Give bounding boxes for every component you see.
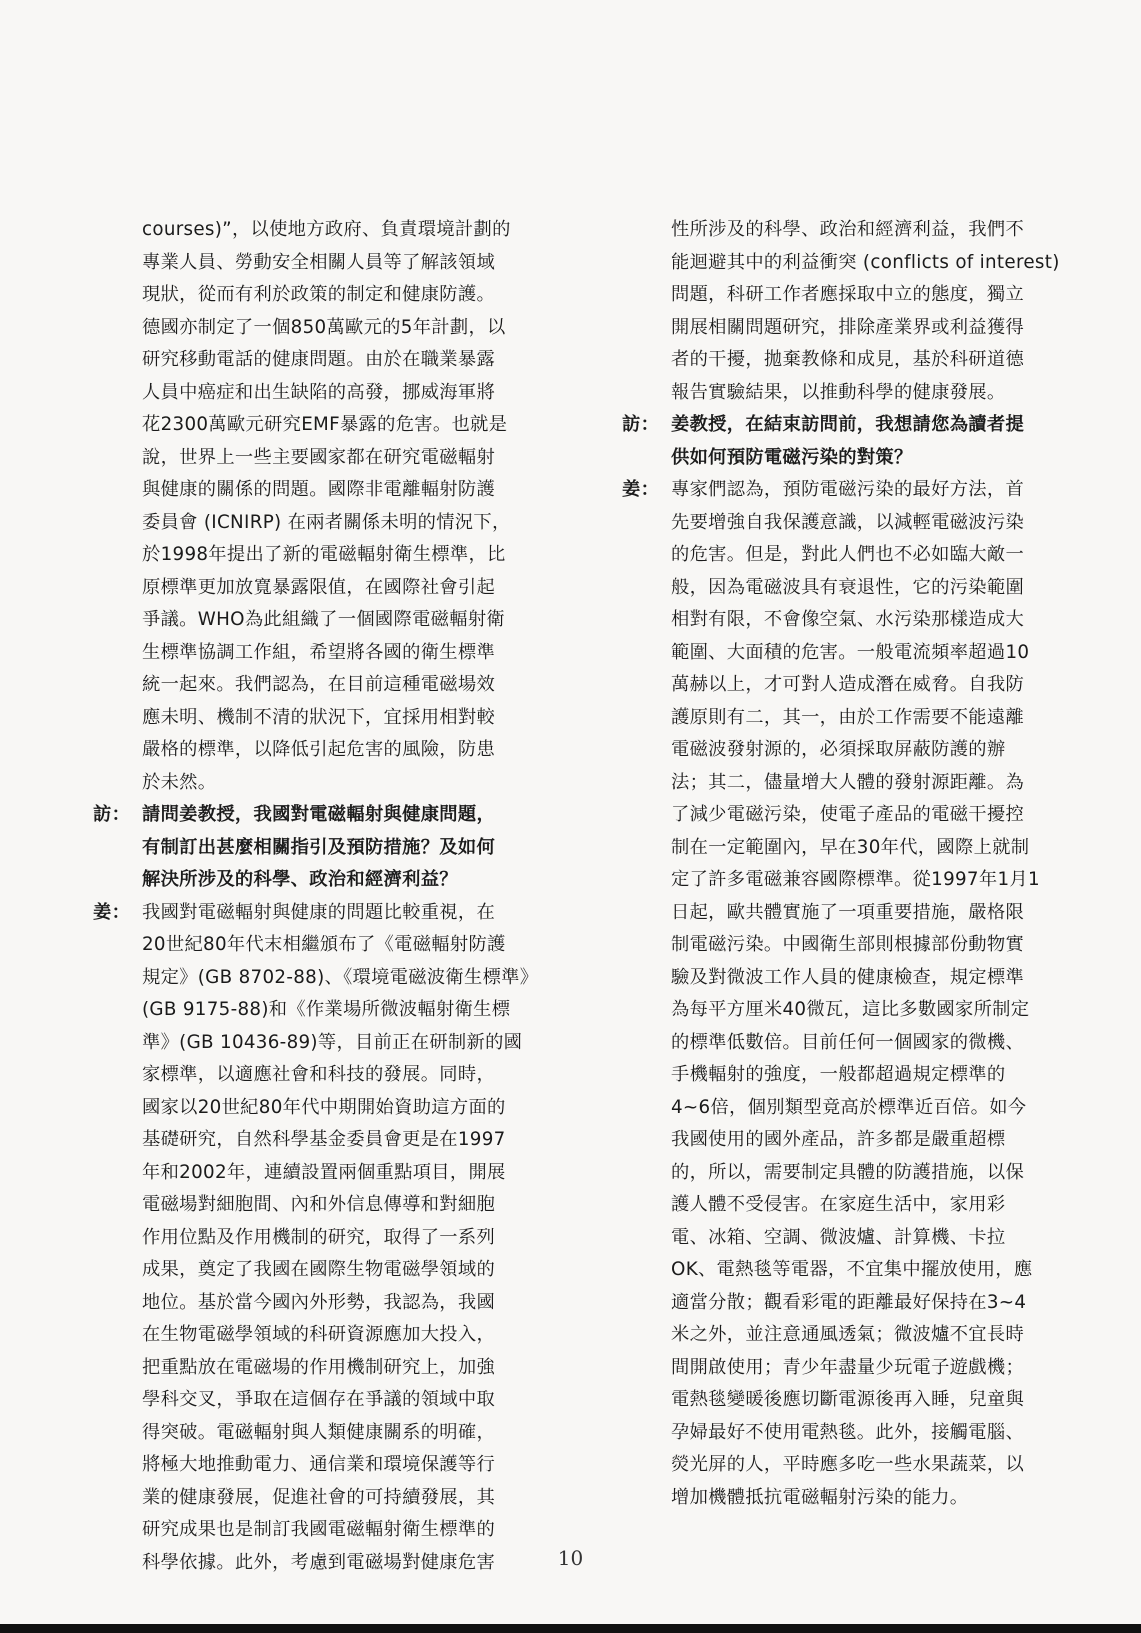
interviewer-question [93,799,563,897]
speaker-label: 訪： [622,414,660,435]
answer-line: 了減少電磁污染，使電子產品的電磁干擾控 [671,804,1025,825]
text-line: 問題，科研工作者應採取中立的態度，獨立 [671,284,1025,305]
text-line: 現狀，從而有利於政策的制定和健康防護。 [142,284,496,305]
answer-line: 20世紀80年代末相繼頒布了《電磁輻射防護 [142,934,506,955]
intro-paragraph [93,214,563,799]
text-line: 性所涉及的科學、政治和經濟利益，我們不 [671,219,1025,240]
answer-line: 範圍、大面積的危害。一般電流頻率超過10 [671,641,1030,663]
answer-line: 將極大地推動電力、通信業和環境保護等行 [142,1454,496,1475]
question-line: 解決所涉及的科學、政治和經濟利益？ [142,869,458,890]
answer-line: 國家以20世紀80年代中期開始資助這方面的 [142,1096,506,1118]
answer-line: 的標準低數倍。目前任何一個國家的微機、 [671,1031,1025,1053]
text-line: courses)”，以使地方政府、負責環境計劃的 [142,219,511,240]
question-line: 有制訂出甚麼相關指引及預防措施？及如何 [142,836,496,858]
answer-line: 年和2002年，連續設置兩個重點項目，開展 [142,1161,506,1183]
answer-line: 電、冰箱、空調、微波爐、計算機、卡拉 [671,1226,1006,1248]
answer-line: 業的健康發展，促進社會的可持續發展，其 [142,1486,496,1508]
answer-line: OK、電熱毯等電器，不宜集中擺放使用，應 [671,1259,1033,1280]
answer-line: 護人體不受侵害。在家庭生活中，家用彩 [671,1194,1006,1215]
answer-line: 專家們認為，預防電磁污染的最好方法，首 [671,479,1025,500]
text-line: 專業人員、勞動安全相關人員等了解該領域 [142,251,496,273]
answer-line: 的，所以，需要制定具體的防護措施，以保 [671,1161,1025,1183]
answer-line: 般，因為電磁波具有衰退性，它的污染範圍 [671,576,1025,598]
answer-line: 4~6倍，個別類型竟高於標準近百倍。如今 [671,1096,1027,1118]
answer-line: 手機輻射的強度，一般都超過規定標準的 [671,1064,1006,1085]
answer-line: 規定》(GB 8702-88)、《環境電磁波衛生標準》 [142,966,539,988]
interviewee-answer [622,474,1094,1514]
answer-line: 制在一定範圍內，早在30年代，國際上就制 [671,836,1030,858]
interviewer-question [622,409,1094,474]
answer-line: 科學依據。此外，考慮到電磁場對健康危害 [142,1551,496,1573]
answer-line: 準》(GB 10436-89)等，目前正在研制新的國 [142,1031,523,1053]
answer-line: 成果，奠定了我國在國際生物電磁學領域的 [142,1259,496,1280]
answer-line: 熒光屏的人，平時應多吃一些水果蔬菜，以 [671,1454,1025,1475]
text-line: 能迴避其中的利益衝突 (conflicts of interest) [671,251,1060,273]
interviewee-answer [93,897,563,1580]
continuation-paragraph [622,214,1094,409]
answer-line: 研究成果也是制訂我國電磁輻射衛生標準的 [142,1519,496,1540]
speaker-label: 姜： [622,479,660,500]
answer-line: (GB 9175-88)和《作業場所微波輻射衛生標 [142,999,511,1020]
right-column [622,214,1094,1514]
question-line: 請問姜教授，我國對電磁輻射與健康問題， [142,804,496,825]
answer-line: 電熱毯變暖後應切斷電源後再入睡，兒童與 [671,1389,1025,1410]
text-line: 說，世界上一些主要國家都在研究電磁輻射 [142,446,496,468]
answer-line: 電磁場對細胞間、內和外信息傳導和對細胞 [142,1194,496,1215]
text-line: 德國亦制定了一個850萬歐元的5年計劃，以 [142,316,506,338]
text-line: 研究移動電話的健康問題。由於在職業暴露 [142,349,496,370]
scan-edge [0,1624,1141,1633]
answer-line: 我國使用的國外產品，許多都是嚴重超標 [671,1129,1006,1150]
answer-line: 在生物電磁學領域的科研資源應加大投入， [142,1324,496,1345]
answer-line: 間開啟使用；青少年盡量少玩電子遊戲機； [671,1356,1025,1378]
text-line: 與健康的關係的問題。國際非電離輻射防護 [142,479,496,500]
text-line: 於1998年提出了新的電磁輻射衛生標準，比 [142,544,506,565]
answer-line: 日起，歐共體實施了一項重要措施，嚴格限 [671,901,1025,923]
answer-line: 制電磁污染。中國衛生部則根據部份動物實 [671,934,1025,955]
text-line: 生標準協調工作組，希望將各國的衛生標準 [142,641,496,663]
text-line: 原標準更加放寬暴露限值，在國際社會引起 [142,576,496,598]
answer-line: 護原則有二，其一，由於工作需要不能遠離 [671,706,1025,728]
speaker-label: 姜： [93,901,131,923]
text-line: 爭議。WHO為此組織了一個國際電磁輻射衛 [142,609,505,630]
answer-line: 基礎研究，自然科學基金委員會更是在1997 [142,1129,506,1150]
text-line: 花2300萬歐元研究EMF暴露的危害。也就是 [142,414,508,435]
text-line: 於未然。 [142,771,217,793]
left-column [93,214,563,1579]
text-line: 開展相關問題研究，排除產業界或利益獲得 [671,316,1025,338]
answer-line: 電磁波發射源的，必須採取屏蔽防護的辦 [671,739,1006,760]
text-line: 嚴格的標準，以降低引起危害的風險，防患 [142,739,496,760]
text-line: 報告實驗結果，以推動科學的健康發展。 [671,381,1006,403]
answer-line: 萬赫以上，才可對人造成潛在威脅。自我防 [671,674,1025,695]
answer-line: 相對有限，不會像空氣、水污染那樣造成大 [671,609,1025,630]
answer-line: 我國對電磁輻射與健康的問題比較重視，在 [142,901,496,923]
question-line: 姜教授，在結束訪問前，我想請您為讀者提 [671,414,1025,435]
answer-line: 米之外，並注意通風透氣；微波爐不宜長時 [671,1324,1025,1345]
answer-line: 為每平方厘米40微瓦，這比多數國家所制定 [671,999,1030,1020]
answer-line: 先要增強自我保護意識，以減輕電磁波污染 [671,511,1025,533]
speaker-label: 訪： [93,804,131,825]
answer-line: 家標準，以適應社會和科技的發展。同時， [142,1064,496,1085]
answer-line: 的危害。但是，對此人們也不必如臨大敵一 [671,544,1025,565]
answer-line: 增加機體抵抗電磁輻射污染的能力。 [671,1486,969,1508]
answer-line: 法；其二，儘量增大人體的發射源距離。為 [671,771,1025,793]
answer-line: 得突破。電磁輻射與人類健康關系的明確， [142,1421,496,1443]
question-line: 供如何預防電磁污染的對策？ [671,446,913,468]
answer-line: 驗及對微波工作人員的健康檢查，規定標準 [671,966,1025,988]
answer-line: 學科交叉，爭取在這個存在爭議的領域中取 [142,1389,496,1410]
answer-line: 定了許多電磁兼容國際標準。從1997年1月1 [671,869,1040,890]
text-line: 應未明、機制不清的狀況下，宜採用相對較 [142,706,496,728]
answer-line: 適當分散；觀看彩電的距離最好保持在3~4 [671,1291,1027,1313]
answer-line: 地位。基於當今國內外形勢，我認為，我國 [142,1291,496,1313]
answer-line: 孕婦最好不使用電熱毯。此外，接觸電腦、 [671,1421,1025,1443]
text-line: 委員會 (ICNIRP) 在兩者關係未明的情況下， [142,511,511,533]
answer-line: 把重點放在電磁場的作用機制研究上，加強 [142,1356,496,1378]
text-line: 者的干擾，拋棄教條和成見，基於科研道德 [671,349,1025,370]
text-line: 統一起來。我們認為，在目前這種電磁場效 [142,674,496,695]
answer-line: 作用位點及作用機制的研究，取得了一系列 [142,1226,496,1248]
text-line: 人員中癌症和出生缺陷的高發，挪威海軍將 [142,381,496,403]
page-number: 10 [557,1546,584,1570]
